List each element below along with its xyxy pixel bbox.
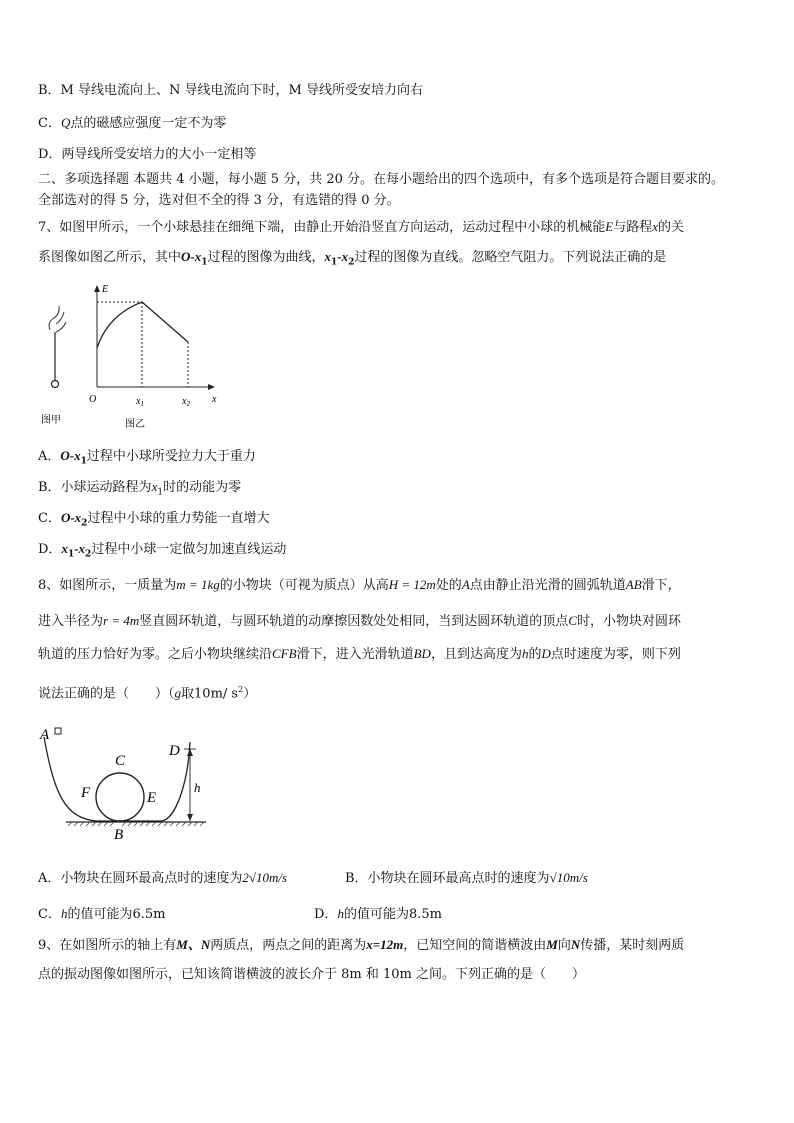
q8-option-c: C．h的值可能为6.5m <box>38 906 166 922</box>
q8-point-e: E <box>147 790 157 806</box>
section-2-instructions: 全部选对的得 5 分，选对但不全的得 3 分，有选错的得 0 分。 <box>38 193 400 208</box>
q8-h-label: h <box>194 780 201 795</box>
q8-figure <box>36 722 216 842</box>
q8-point-c: C <box>115 753 126 769</box>
section-2-heading: 二、多项选择题 本题共 4 小题，每小题 5 分，共 20 分。在每小题给出的四个选项中，有多个选项是符合题目要求的。 <box>38 172 725 187</box>
q7-x2-label: $x_2$ <box>182 396 190 408</box>
q7-caption-2: 图乙 <box>125 419 145 430</box>
q6-option-b: B．M 导线电流向上、N 导线电流向下时，M 导线所受安培力向右 <box>38 83 423 98</box>
q7-stem-line1: 7、如图甲所示，一个小球悬挂在细绳下端，由静止开始沿竖直方向运动，运动过程中小球的机械能E与路程x的关 <box>38 219 685 235</box>
q8-option-d: D．h的值可能为8.5m <box>314 906 442 922</box>
q8-options-row1 <box>38 870 588 887</box>
q7-figure <box>38 280 238 430</box>
q8-loop <box>96 773 144 821</box>
q6-option-d: D．两导线所受安培力的大小一定相等 <box>38 147 257 162</box>
q8-stem-line3: 轨道的压力恰好为零。之后小物块继续沿CFB滑下，进入光滑轨道BD，且到达高度为h的D点时速度为零，则下列 <box>38 646 681 662</box>
q7-x1-label: $x_1$ <box>136 396 144 408</box>
q8-stem-line4: 说法正确的是（ ）（g取10m/ $s^2$） <box>38 685 257 702</box>
q8-option-a: A．小物块在圆环最高点时的速度为2√10m/s <box>38 870 288 886</box>
q7-line-segment <box>142 302 188 342</box>
q7-x-axis-label: x <box>212 394 217 405</box>
q8-option-b: B．小物块在圆环最高点时的速度为√10m/s <box>345 870 588 886</box>
q8-stem-line1: 8、如图所示，一质量为m = 1kg的小物块（可视为质点）从高H = 12m处的A点由静止沿光滑的圆弧轨道AB滑下， <box>38 577 681 593</box>
q7-option-d: D．$x_1-x_2$过程中小球一定做匀加速直线运动 <box>38 541 287 560</box>
q7-caption-1: 图甲 <box>41 415 61 426</box>
q8-point-a: A <box>40 727 50 743</box>
q8-block <box>55 728 61 734</box>
q6-option-c: C．Q点的磁感应强度一定不为零 <box>38 115 227 131</box>
q9-stem-line1: 9、在如图所示的轴上有M、N两质点，两点之间的距离为x=12m，已知空间的简谐横波由M向N传播，某时刻两质 <box>38 937 685 953</box>
q8-point-d: D <box>169 743 180 759</box>
q7-origin-label: O <box>89 394 97 405</box>
q8-stem-line2: 进入半径为r = 4m竖直圆环轨道，与圆环轨道的动摩擦因数处处相同，当到达圆环轨道的顶点C时，小物块对圆环 <box>38 613 681 629</box>
q7-curve-segment <box>97 302 142 348</box>
q7-option-c: C．$O-x_2$过程中小球的重力势能一直增大 <box>38 510 270 529</box>
q9-stem-line2: 点的振动图像如图所示，已知该简谐横波的波长介于 8m 和 10m 之间。下列正确的是（ ） <box>38 967 585 982</box>
q7-e-label: E <box>102 284 109 295</box>
q7-option-a: A．$O-x_1$过程中小球所受拉力大于重力 <box>38 448 256 467</box>
q7-option-b: B．小球运动路程为$x_1$时的动能为零 <box>38 479 242 498</box>
q7-stem-line2: 系图像如图乙所示，其中$O-x_1$过程的图像为曲线，$x_1-x_2$过程的图像为直线。忽略空气阻力。下列说法正确的是 <box>38 249 667 268</box>
q8-options-row2 <box>38 906 442 923</box>
q8-point-b: B <box>114 827 124 842</box>
q8-point-f: F <box>81 785 91 801</box>
q7-pendulum-diagram <box>49 306 66 388</box>
